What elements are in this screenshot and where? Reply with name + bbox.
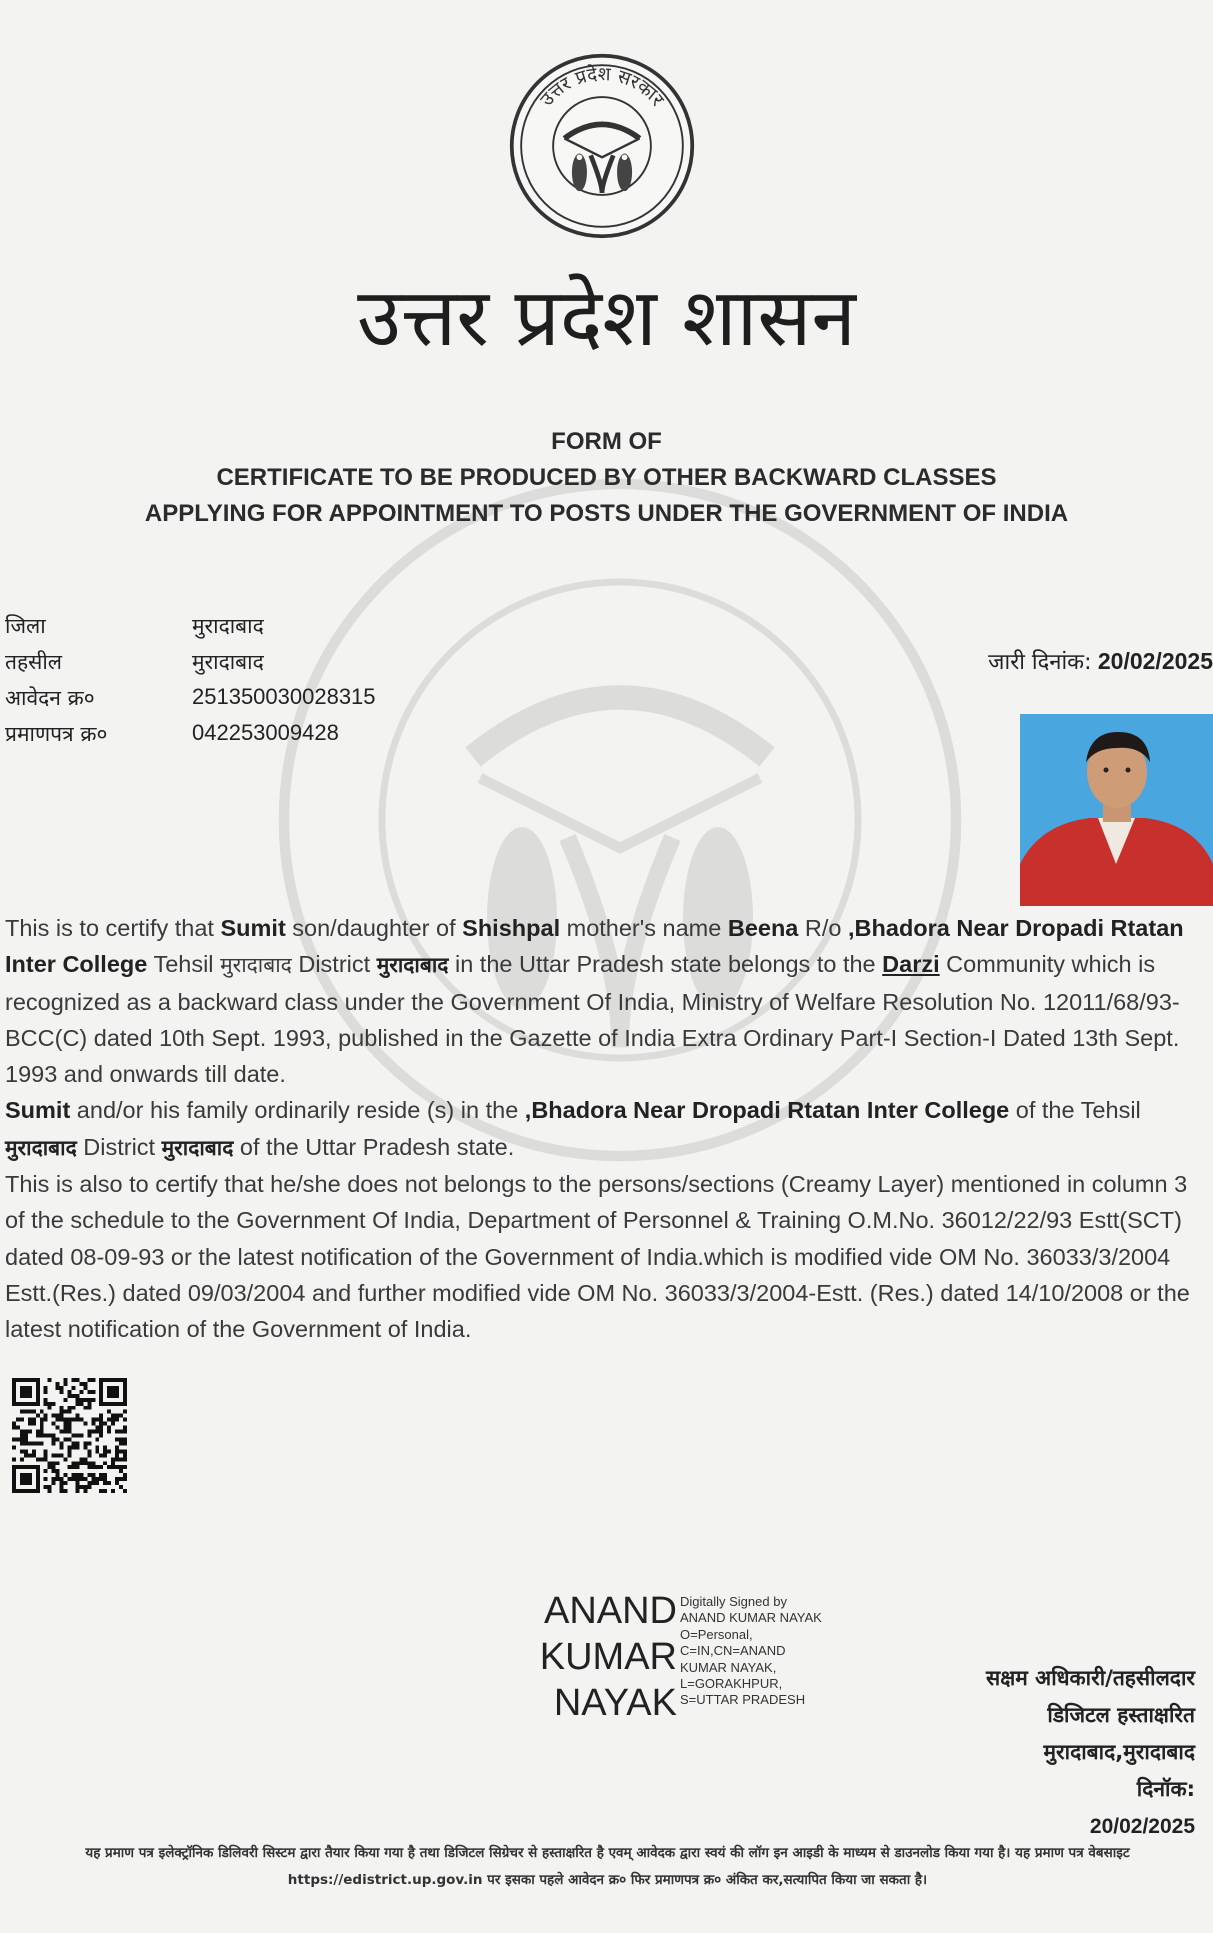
applicant-portrait-icon: [1020, 714, 1213, 906]
certificate-no-label: प्रमाणपत्र क्र०: [5, 722, 108, 746]
officer-designation: सक्षम अधिकारी/तहसीलदार: [986, 1666, 1195, 1690]
body-text: Community which is recognized as a backward class under the Government Of India, Ministry of Welfare Resolution No. 12011/68/93-BCC(C) dated 10th Sept. 1993, published in the Gazette of India Extra Ordinary Part-I Section-I Dated 13th Sept. 1993 and onwards till date.: [5, 951, 1180, 1088]
district-label: जिला: [5, 614, 46, 638]
signature-name-line: NAYAK: [553, 1682, 677, 1724]
tehsil-name: मुरादाबाद: [220, 953, 292, 978]
qr-code-icon[interactable]: [12, 1378, 127, 1493]
father-name: Shishpal: [462, 915, 561, 941]
government-title: उत्तर प्रदेश शासन: [357, 271, 856, 364]
body-text: This is to certify that: [5, 915, 221, 941]
address: ,Bhadora Near Dropadi Rtatan Inter College: [524, 1097, 1010, 1124]
tehsil-label: तहसील: [5, 650, 62, 674]
officer-signed-note: डिजिटल हस्ताक्षरित: [1047, 1703, 1195, 1727]
address: ,Bhadora Near Dropadi Rtatan Inter College: [5, 915, 1184, 978]
certificate-body: [5, 910, 1210, 1348]
officer-date-value: 20/02/2025: [1089, 1815, 1195, 1838]
body-text: of the Uttar Pradesh state.: [233, 1133, 515, 1160]
applicant-name: Sumit: [5, 1097, 71, 1124]
body-text: and/or his family ordinarily reside (s) in the: [70, 1097, 525, 1124]
application-no-label: आवेदन क्र०: [5, 686, 95, 710]
body-text: District: [291, 951, 377, 978]
officer-date-label: दिनॉक:: [1136, 1777, 1195, 1801]
district-name: मुरादाबाद: [376, 953, 449, 978]
tehsil-name: मुरादाबाद: [5, 1135, 77, 1160]
mother-name: Beena: [727, 915, 799, 941]
community-name: Darzi: [882, 951, 940, 978]
up-government-emblem-icon: [508, 52, 696, 240]
issue-date: [988, 646, 1213, 676]
district-value: मुरादाबाद: [192, 614, 264, 638]
emblem-ring-text: उत्तर प्रदेश सरकार: [536, 64, 668, 111]
application-no-value: 251350030028315: [192, 684, 376, 709]
signature-name-line: KUMAR: [539, 1636, 677, 1678]
issue-date-value: 20/02/2025: [1097, 648, 1213, 674]
body-text: R/o: [798, 915, 849, 941]
applicant-photo: [1020, 714, 1213, 906]
issue-date-label: जारी दिनांक:: [988, 650, 1092, 675]
officer-location: मुरादाबाद,मुरादाबाद: [1043, 1740, 1195, 1764]
digital-signature-name: [537, 1588, 677, 1726]
creamy-layer-paragraph: This is also to certify that he/she does not belongs to the persons/sections (Creamy Layer) mentioned in column 3 of the schedule to the Government Of India, Department of Personnel & Training O.M.No. 36012/22/93 Estt(SCT) dated 08-09-93 or the latest notification of the Government of India.which is modified vide OM No. 36033/3/2004 Estt.(Res.) dated 09/03/2004 and further modified vide OM No. 36033/3/2004-Estt. (Res.) dated 14/10/2008 or the latest notification of the Government of India.: [5, 1171, 1190, 1343]
form-heading-line3: APPLYING FOR APPOINTMENT TO POSTS UNDER THE GOVERNMENT OF INDIA: [144, 500, 1069, 527]
body-text: Tehsil: [147, 951, 221, 978]
digital-signature-detail: Digitally Signed by ANAND KUMAR NAYAK O=Personal, C=IN,CN=ANAND KUMAR NAYAK, L=GORAKHPUR, S=UTTAR PRADESH: [680, 1594, 822, 1708]
officer-date: [986, 1771, 1195, 1845]
body-text: mother's name: [560, 915, 728, 941]
district-name: मुरादाबाद: [161, 1135, 234, 1160]
footer-note: यह प्रमाण पत्र इलेक्ट्रॉनिक डिलिवरी सिस्टम द्वारा तैयार किया गया है तथा डिजिटल सिग्रेचर से हस्ताक्षरित है एवम् आवेदक द्वारा स्वयं की लॉग इन आइडी के माध्यम से डाउनलोड किया गया है। यह प्रमाण पत्र वेबसाइट https://edistrict.up.gov.in पर इसका पहले आवेदन क्र० फिर प्रमाणपत्र क्र० अंकित कर,सत्यापित किया जा सकता है।: [85, 1845, 1130, 1888]
applicant-name: Sumit: [220, 915, 286, 941]
body-text: in the Uttar Pradesh state belongs to the: [448, 951, 883, 978]
tehsil-value: मुरादाबाद: [192, 650, 264, 674]
body-text: of the Tehsil: [1009, 1097, 1141, 1124]
body-text: son/daughter of: [285, 915, 463, 941]
form-heading-line2: CERTIFICATE TO BE PRODUCED BY OTHER BACKWARD CLASSES: [216, 464, 997, 491]
certificate-no-value: 042253009428: [192, 720, 339, 745]
issuing-officer: [986, 1660, 1195, 1845]
form-heading-line1: FORM OF: [551, 428, 662, 455]
signature-name-line: ANAND: [543, 1590, 677, 1632]
body-text: District: [76, 1133, 162, 1160]
